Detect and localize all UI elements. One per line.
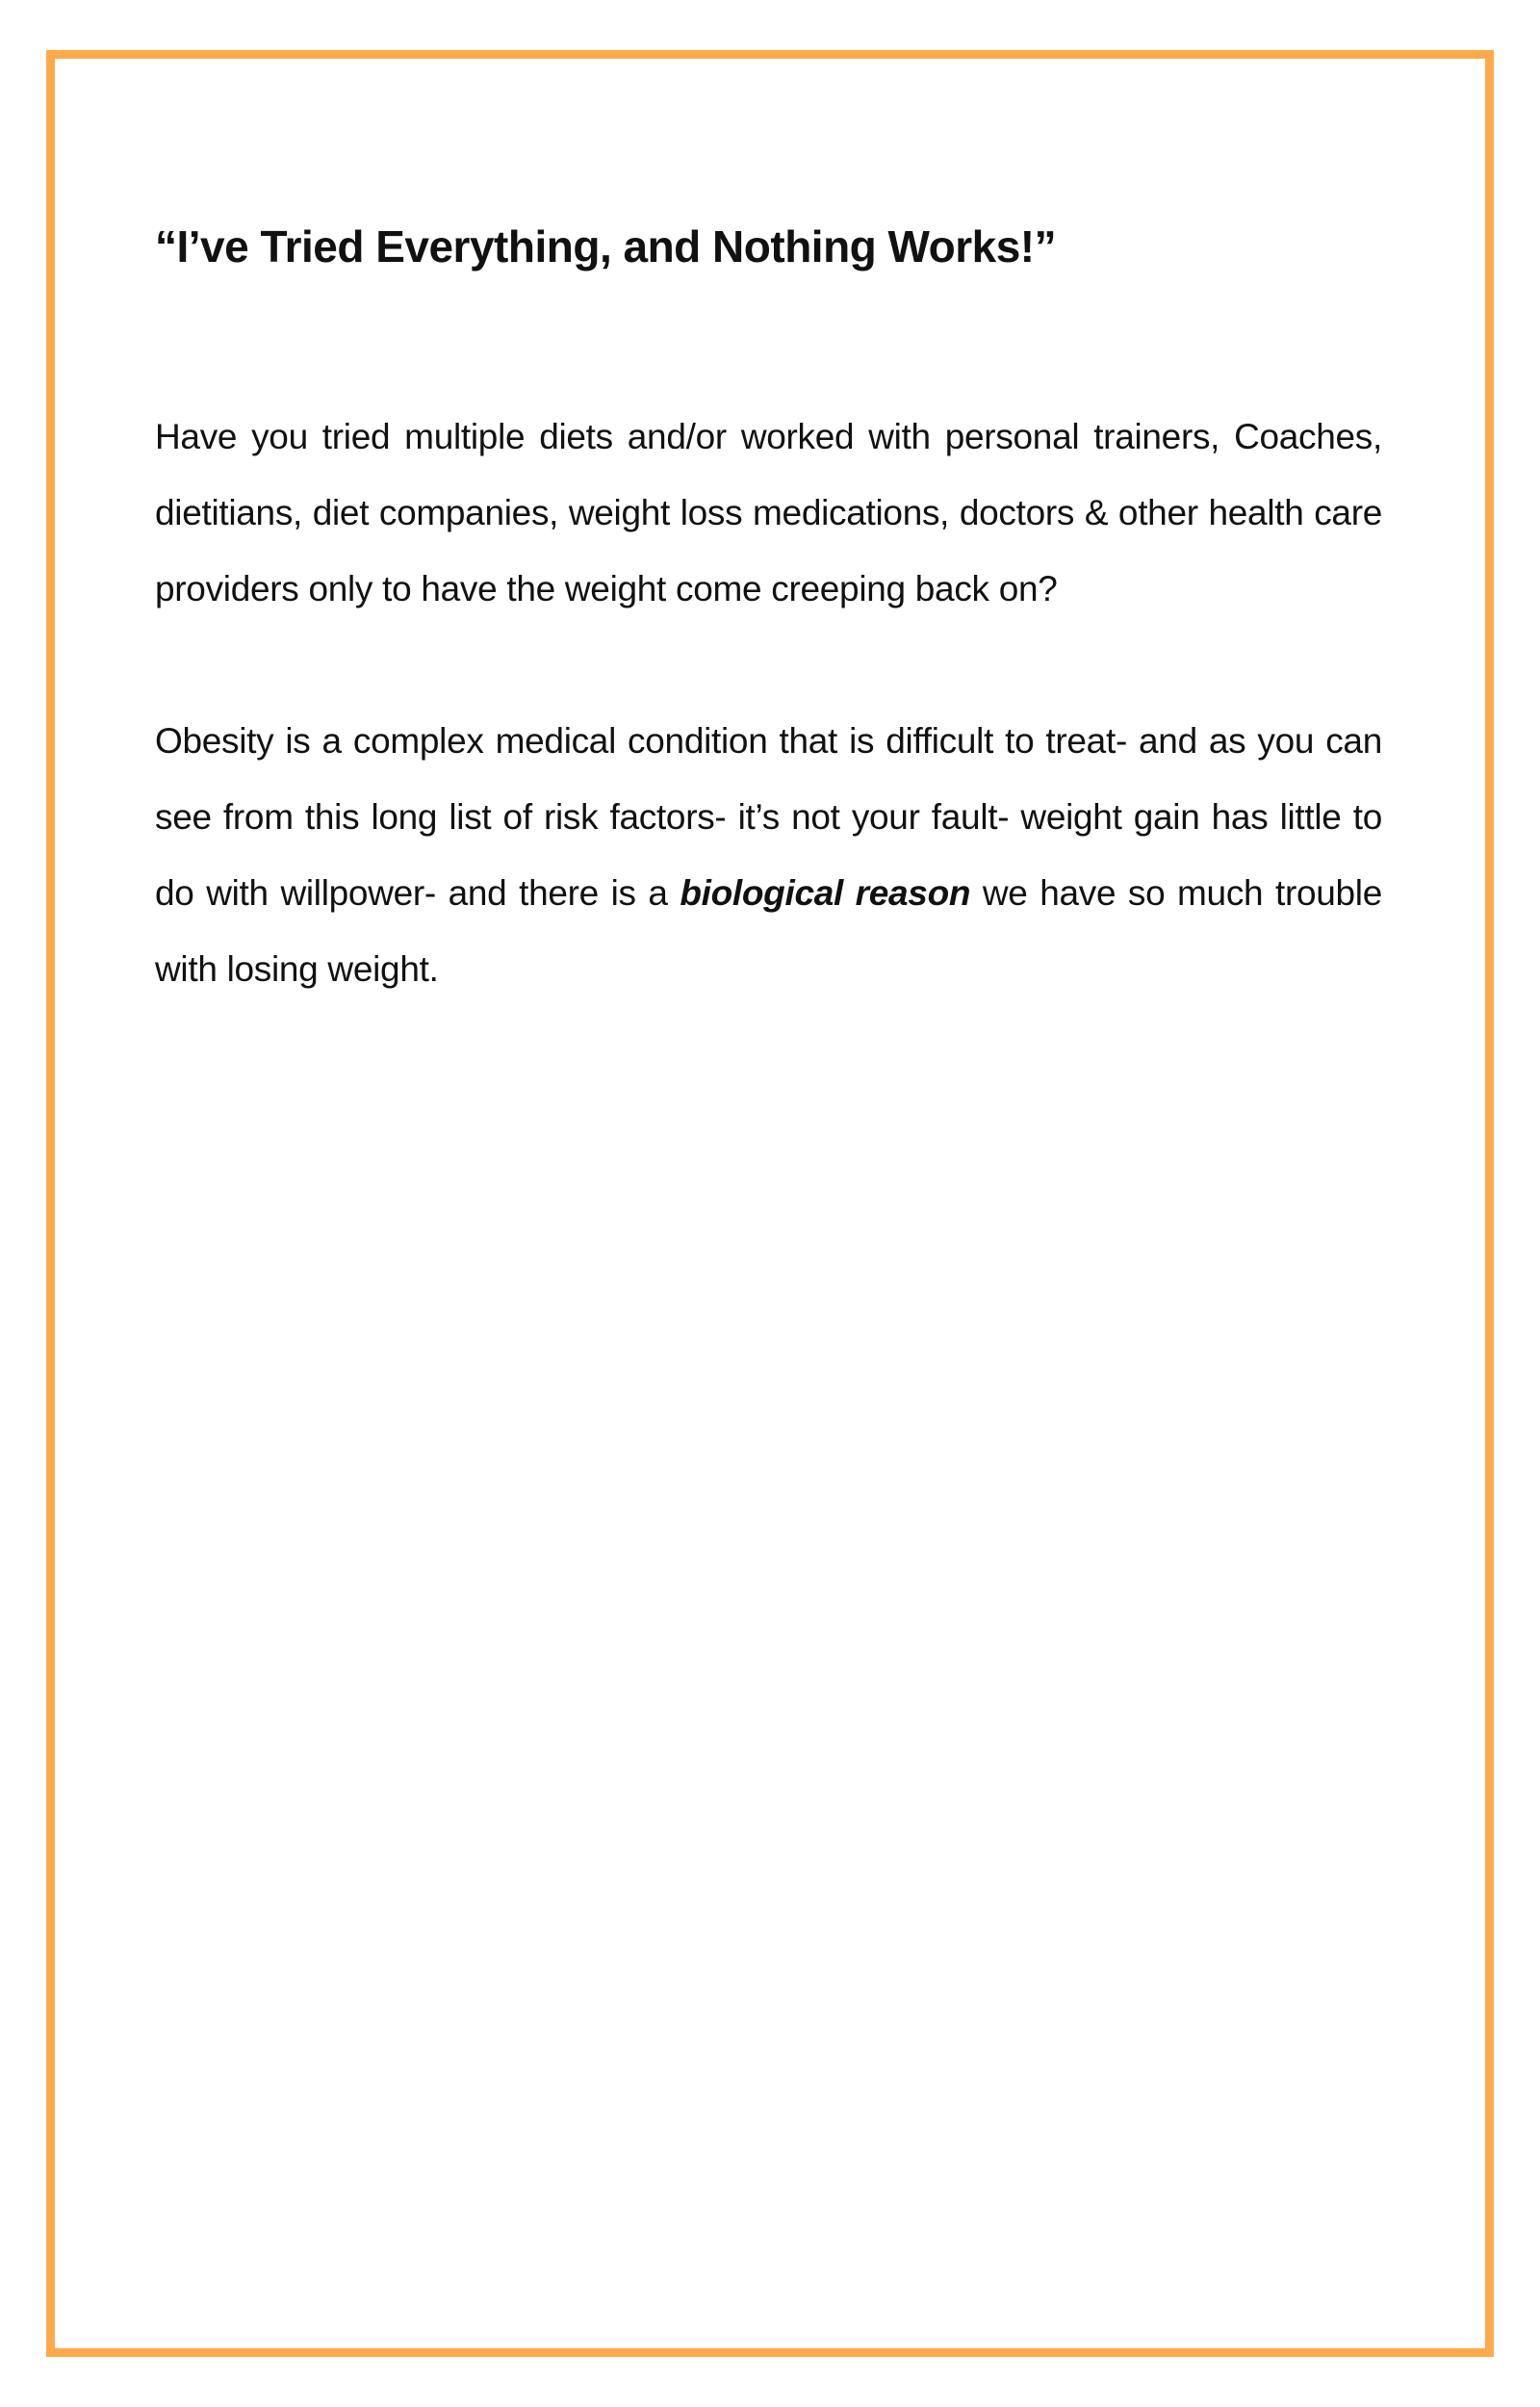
paragraph-obesity bbox=[155, 703, 1382, 1007]
document-content bbox=[155, 220, 1382, 1007]
paragraph-obesity-lead: Obesity is a complex medical condition that is difficult to treat- and as you can see from this long list of risk factors- it’s not your fault- weight gain has little to do with willpower- and there is a bbox=[155, 721, 1382, 913]
paragraph-obesity-tail: we have so much trouble with losing weight. bbox=[155, 873, 1382, 989]
emphasis-biological-reason: biological reason bbox=[680, 873, 971, 913]
page-title: “I’ve Tried Everything, and Nothing Works!” bbox=[155, 221, 1057, 272]
paragraph-diets: Have you tried multiple diets and/or worked with personal trainers, Coaches, dietitians, diet companies, weight loss medications, doctors & other health care providers only to have the weight come creeping back on? bbox=[155, 417, 1382, 608]
